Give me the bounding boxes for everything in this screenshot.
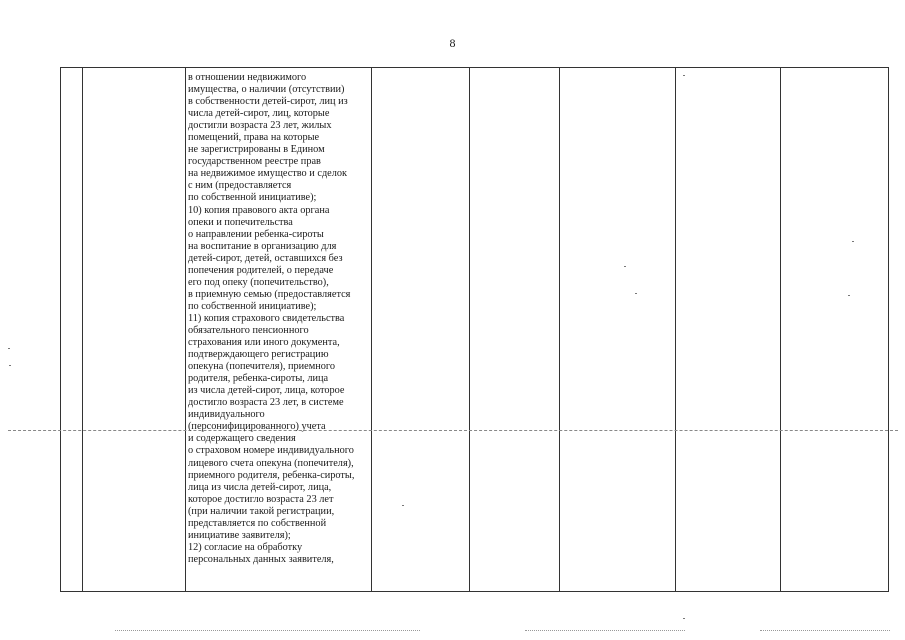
document-table: [60, 67, 889, 592]
text-line: представляется по собственной: [188, 517, 327, 529]
text-line: 12) согласие на обработку: [188, 541, 303, 553]
text-line: инициативе заявителя);: [188, 529, 291, 541]
text-line: из числа детей-сирот, лица, которое: [188, 385, 345, 397]
text-line: лицевого счета опекуна (попечителя),: [188, 457, 354, 469]
column-divider: [780, 68, 781, 591]
text-line: с ним (предоставляется: [188, 180, 292, 192]
text-line: лица из числа детей-сирот, лица,: [188, 481, 332, 493]
text-line: достигло возраста 23 лет, в системе: [188, 397, 344, 409]
scan-speck: [9, 365, 11, 366]
text-line: государственном реестре прав: [188, 156, 321, 168]
scan-speck: [8, 348, 10, 349]
text-line: приемного родителя, ребенка-сироты,: [188, 469, 355, 481]
text-line: его под опеку (попечительство),: [188, 276, 329, 288]
text-line: на недвижимое имущество и сделок: [188, 168, 348, 180]
column-divider: [371, 68, 372, 591]
text-line: в отношении недвижимого: [188, 72, 307, 83]
text-line: (при наличии такой регистрации,: [188, 505, 335, 517]
text-line: попечения родителей, о передаче: [188, 264, 334, 276]
text-line: о направлении ребенка-сироты: [188, 228, 324, 240]
column-divider: [559, 68, 560, 591]
text-line: по собственной инициативе);: [188, 300, 317, 312]
text-line: индивидуального: [188, 409, 265, 421]
document-cell-text: [188, 72, 370, 566]
text-line: опекуна (попечителя), приемного: [188, 361, 336, 373]
text-line: подтверждающего регистрацию: [188, 349, 329, 361]
scan-artifact-bottom: [760, 630, 890, 631]
scan-speck: [848, 295, 850, 296]
scan-speck: [402, 505, 404, 506]
text-line: не зарегистрированы в Едином: [188, 144, 325, 156]
text-line: родителя, ребенка-сироты, лица: [188, 373, 329, 385]
text-line: в приемную семью (предоставляется: [188, 288, 351, 300]
scan-speck: [852, 241, 854, 242]
text-line: достигли возраста 23 лет, жилых: [188, 120, 332, 132]
text-line: 11) копия страхового свидетельства: [188, 312, 345, 324]
text-line: в собственности детей-сирот, лиц из: [188, 96, 348, 108]
text-line: по собственной инициативе);: [188, 192, 317, 204]
column-divider: [185, 68, 186, 591]
text-line: 10) копия правового акта органа: [188, 204, 330, 216]
scan-speck: [635, 293, 637, 294]
scan-artifact-bottom: [525, 630, 685, 631]
text-line: числа детей-сирот, лиц, которые: [188, 108, 330, 120]
text-line: и содержащего сведения: [188, 433, 296, 445]
scan-speck: [683, 75, 685, 76]
page-number: 8: [449, 36, 456, 50]
scan-artifact-bottom: [115, 630, 420, 631]
scan-speck: [624, 266, 626, 267]
text-line: опеки и попечительства: [188, 216, 293, 228]
text-line: имущества, о наличии (отсутствии): [188, 84, 345, 96]
scan-speck: [683, 618, 685, 619]
column-divider: [469, 68, 470, 591]
text-line: персональных данных заявителя,: [188, 553, 334, 565]
column-divider: [82, 68, 83, 591]
text-line: детей-сирот, детей, оставшихся без: [188, 252, 343, 264]
text-line: которое достигло возраста 23 лет: [188, 493, 334, 505]
column-divider: [675, 68, 676, 591]
text-line: страхования или иного документа,: [188, 337, 340, 349]
text-line: о страховом номере индивидуального: [188, 445, 354, 457]
text-line: (персонифицированного) учета: [188, 421, 326, 433]
text-line: на воспитание в организацию для: [188, 240, 337, 252]
text-line: помещений, права на которые: [188, 132, 320, 144]
scan-artifact-line: [8, 430, 898, 431]
text-line: обязательного пенсионного: [188, 324, 309, 336]
